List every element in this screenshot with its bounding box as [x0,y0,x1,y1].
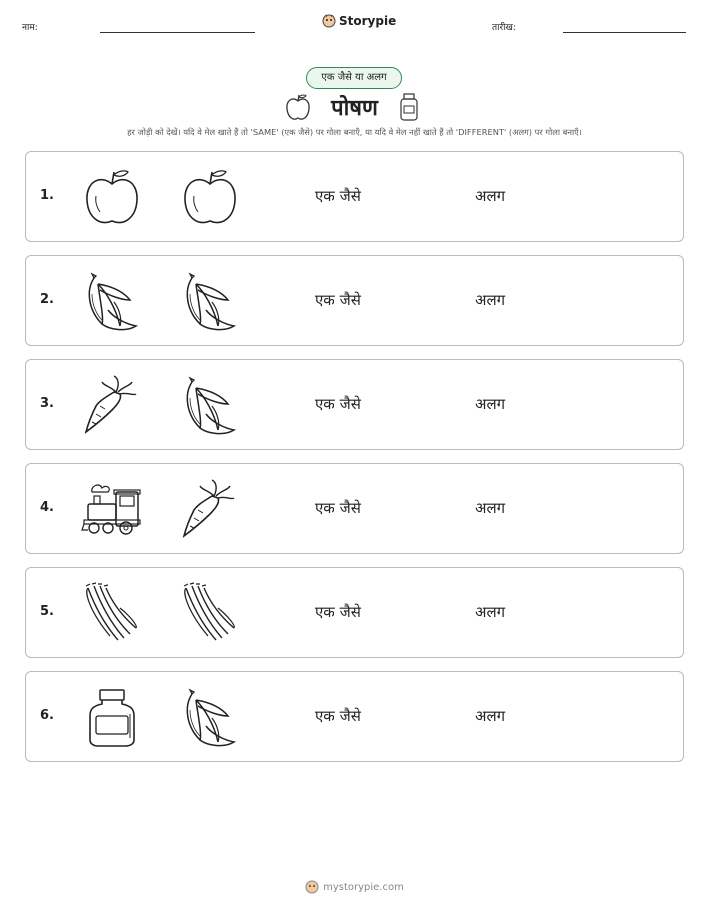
different-option[interactable]: अलग [475,499,506,517]
row-number: 5. [40,604,54,619]
worksheet-tag: एक जैसे या अलग [306,67,402,89]
name-field[interactable] [100,32,255,33]
same-option[interactable]: एक जैसे [315,499,361,517]
row-number: 1. [40,188,54,203]
same-option[interactable]: एक जैसे [315,187,361,205]
footer-url: mystorypie.com [323,881,404,893]
footer [0,880,709,894]
brand-name: Storypie [339,14,397,28]
carrot-icon [178,478,242,542]
banana-icon [178,270,242,334]
date-field[interactable] [563,32,686,33]
different-option[interactable]: अलग [475,707,506,725]
worksheet-row [25,255,684,346]
jar-icon [80,686,144,750]
jar-icon [398,92,420,122]
worksheet-row [25,671,684,762]
row-number: 6. [40,708,54,723]
row-number: 4. [40,500,54,515]
beans-icon [80,582,144,646]
row-number: 3. [40,396,54,411]
banana-icon [178,686,242,750]
worksheet-row [25,567,684,658]
different-option[interactable]: अलग [475,291,506,309]
train-icon [80,478,144,542]
worksheet-row [25,151,684,242]
date-label: तारीख: [492,23,516,33]
same-option[interactable]: एक जैसे [315,707,361,725]
different-option[interactable]: अलग [475,187,506,205]
name-label: नाम: [22,23,38,33]
brand-logo [322,14,396,28]
same-option[interactable]: एक जैसे [315,395,361,413]
apple-icon [80,166,144,230]
row-number: 2. [40,292,54,307]
apple-icon [178,166,242,230]
banana-icon [80,270,144,334]
page-title: पोषण [331,96,378,121]
same-option[interactable]: एक जैसे [315,603,361,621]
instructions: हर जोड़ी को देखें। यदि वे मेल खाते हैं तो 'SAME' (एक जैसे) पर गोला बनाएँ, या यदि वे मेल नहीं खाते हैं तो 'DIFFERENT' (अलग) पर गोला बनाएँ। [127,127,582,137]
worksheet-row [25,463,684,554]
different-option[interactable]: अलग [475,603,506,621]
different-option[interactable]: अलग [475,395,506,413]
same-option[interactable]: एक जैसे [315,291,361,309]
carrot-icon [80,374,144,438]
storypie-mascot-icon [305,880,319,894]
storypie-mascot-icon [322,14,336,28]
worksheet-row [25,359,684,450]
banana-icon [178,374,242,438]
beans-icon [178,582,242,646]
